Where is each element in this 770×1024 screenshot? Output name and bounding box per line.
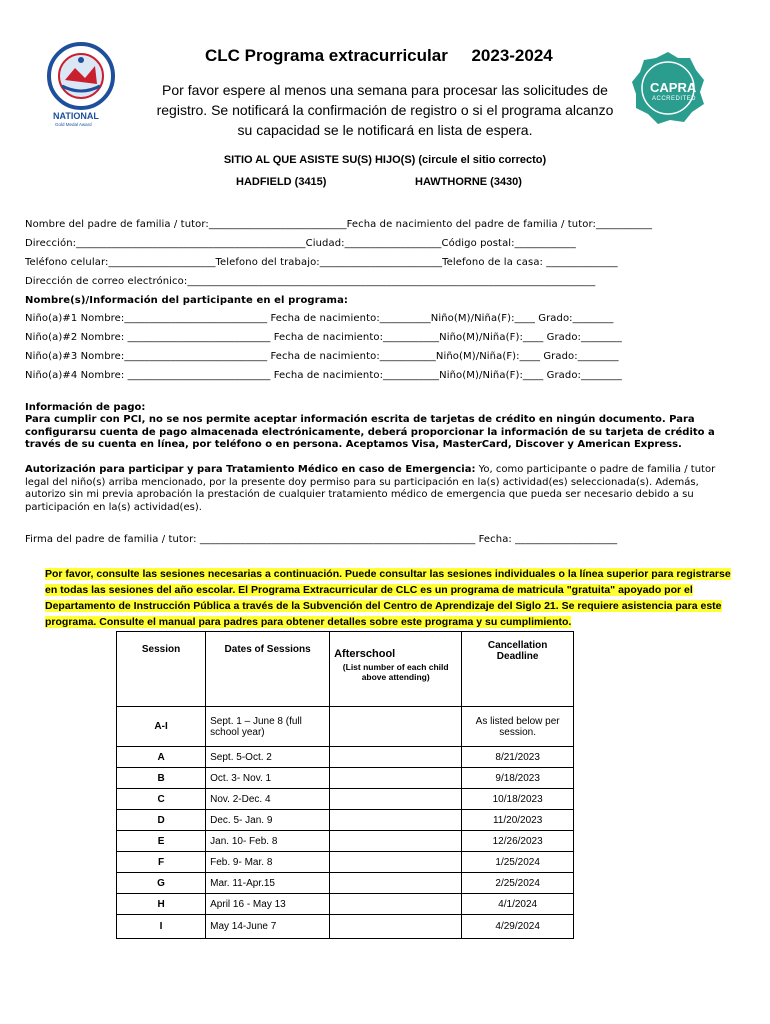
notice-text: Por favor, consulte las sesiones necesarias a continuación. Puede consultar las sesiones individuales o la línea superior para registrarse en todas las sesiones del año escolar. El Programa Extracurricular de CLC es un programa de matricula "gratuita" apoyado por el Departamento de Instrucción Pública a través de la Subvención del Centro de Aprendizaje del Siglo 21. Se requiere asistencia para este programa. Consulte el manual para padres para obtener detalles sobre este programa y su cumplimiento.	[45, 568, 731, 628]
capra-text: CAPRA	[650, 80, 697, 95]
subtitle: Por favor espere al menos una semana para procesar las solicitudes de registro. Se notificará la confirmación de registro o si el programa alcanzo su capacidad se le notificará en lista de espera.	[156, 82, 614, 138]
session-id: C	[117, 789, 206, 810]
table-row	[117, 747, 574, 768]
signature-field[interactable]: Firma del padre de familia / tutor: ______________________________________________________ Fecha: ____________________	[25, 534, 618, 545]
site-option-hawthorne[interactable]: HAWTHORNE (3430)	[415, 176, 522, 188]
col-deadline: Cancellation Deadline	[462, 632, 574, 707]
address-field[interactable]: Dirección:_____________________________________________Ciudad:___________________Código postal:____________	[25, 238, 576, 249]
session-id: F	[117, 852, 206, 873]
email-field[interactable]: Dirección de correo electrónico:________________________________________________________________________________	[25, 276, 596, 287]
session-deadline: 2/25/2024	[462, 873, 574, 894]
session-dates: Feb. 9- Mar. 8	[206, 852, 330, 873]
table-row	[117, 707, 574, 747]
session-deadline: 4/1/2024	[462, 894, 574, 915]
session-deadline: 9/18/2023	[462, 768, 574, 789]
payment-title: Información de pago:	[25, 402, 146, 413]
authorization-block	[25, 464, 725, 514]
session-dates: Sept. 1 – June 8 (full school year)	[206, 707, 330, 747]
session-deadline: 12/26/2023	[462, 831, 574, 852]
table-row	[117, 789, 574, 810]
session-dates: Sept. 5-Oct. 2	[206, 747, 330, 768]
session-id: G	[117, 873, 206, 894]
afterschool-input[interactable]	[330, 915, 462, 939]
afterschool-input[interactable]	[330, 768, 462, 789]
afterschool-input[interactable]	[330, 894, 462, 915]
session-deadline: 10/18/2023	[462, 789, 574, 810]
table-row	[117, 873, 574, 894]
afterschool-label: Afterschool	[334, 648, 396, 660]
payment-text: Para cumplir con PCI, no se nos permite aceptar información escrita de tarjetas de crédito en ningún documento. Para configurarsu cuenta de pago almacenada electrónicamente, deberá proporcionar la información de su tarjeta de crédito a través de su cuenta en línea, por teléfono o en persona. Aceptamos Visa, MasterCard, Discover y American Express.	[25, 414, 715, 450]
session-dates: Jan. 10- Feb. 8	[206, 831, 330, 852]
table-row	[117, 915, 574, 939]
child4-field[interactable]: Niño(a)#4 Nombre: ____________________________ Fecha de nacimiento:___________Niño(M)/Niña(F):____ Grado:________	[25, 370, 622, 381]
page-title	[205, 46, 553, 66]
col-dates: Dates of Sessions	[206, 632, 330, 707]
afterschool-input[interactable]	[330, 873, 462, 894]
session-dates: May 14-June 7	[206, 915, 330, 939]
sessions-table	[116, 631, 574, 939]
participants-header: Nombre(s)/Información del participante en el programa:	[25, 295, 349, 306]
site-header: SITIO AL QUE ASISTE SU(S) HIJO(S) (circule el sitio correcto)	[223, 154, 547, 166]
session-id: D	[117, 810, 206, 831]
session-dates: Mar. 11-Apr.15	[206, 873, 330, 894]
session-id: A	[117, 747, 206, 768]
session-id: A-I	[117, 707, 206, 747]
afterschool-input[interactable]	[330, 789, 462, 810]
session-deadline: 8/21/2023	[462, 747, 574, 768]
table-row	[117, 768, 574, 789]
session-deadline: As listed below per session.	[462, 707, 574, 747]
authorization-title: Autorización para participar y para Tratamiento Médico en caso de Emergencia:	[25, 464, 476, 475]
city-seal-text	[48, 2, 49, 3]
authorization-text: Yo, como participante o padre de familia / tutor legal del niño(s) arriba mencionado, por la presente doy permiso para su participación en la(s) actividad(es) seleccionada(s). Además, autorizo sin mi previa aprobación la prestación de cualquier tratamiento médico de emergencia que pueda ser necesario debido a su participación en la(s) actividad(es).	[25, 464, 716, 513]
afterschool-note: (List number of each child above attending)	[342, 662, 449, 682]
capra-accredited: ACCREDITED	[652, 96, 697, 102]
session-id: E	[117, 831, 206, 852]
col-session: Session	[117, 632, 206, 707]
child2-field[interactable]: Niño(a)#2 Nombre: ____________________________ Fecha de nacimiento:___________Niño(M)/Niña(F):____ Grado:________	[25, 332, 622, 343]
table-row	[117, 810, 574, 831]
national-label: NATIONAL	[53, 111, 99, 121]
child3-field[interactable]: Niño(a)#3 Nombre:____________________________ Fecha de nacimiento:___________Niño(M)/Niña(F):____ Grado:________	[25, 351, 619, 362]
notice-block	[45, 566, 735, 630]
session-deadline: 4/29/2024	[462, 915, 574, 939]
table-row	[117, 852, 574, 873]
child1-field[interactable]: Niño(a)#1 Nombre:____________________________ Fecha de nacimiento:__________Niño(M)/Niña(F):____ Grado:________	[25, 313, 614, 324]
session-deadline: 1/25/2024	[462, 852, 574, 873]
session-id: H	[117, 894, 206, 915]
afterschool-input[interactable]	[330, 810, 462, 831]
afterschool-input[interactable]	[330, 747, 462, 768]
session-dates: April 16 - May 13	[206, 894, 330, 915]
table-header-row	[117, 632, 574, 707]
afterschool-input[interactable]	[330, 852, 462, 873]
session-dates: Nov. 2-Dec. 4	[206, 789, 330, 810]
session-deadline: 11/20/2023	[462, 810, 574, 831]
session-dates: Oct. 3- Nov. 1	[206, 768, 330, 789]
session-dates: Dec. 5- Jan. 9	[206, 810, 330, 831]
afterschool-input[interactable]	[330, 707, 462, 747]
site-option-hadfield[interactable]: HADFIELD (3415)	[236, 176, 327, 188]
table-row	[117, 831, 574, 852]
parent-name-field[interactable]: Nombre del padre de familia / tutor:___________________________Fecha de nacimiento del padre de familia / tutor:___________	[25, 219, 653, 230]
phones-field[interactable]: Teléfono celular:_____________________Telefono del trabajo:________________________Telefono de la casa: ______________	[25, 257, 618, 268]
title-text: CLC Programa extracurricular	[205, 46, 448, 65]
session-id: I	[117, 915, 206, 939]
col-afterschool	[330, 632, 462, 707]
school-year: 2023-2024	[471, 46, 553, 65]
gold-medal-label: Gold Medal Award	[55, 122, 92, 127]
afterschool-input[interactable]	[330, 831, 462, 852]
session-id: B	[117, 768, 206, 789]
table-row	[117, 894, 574, 915]
